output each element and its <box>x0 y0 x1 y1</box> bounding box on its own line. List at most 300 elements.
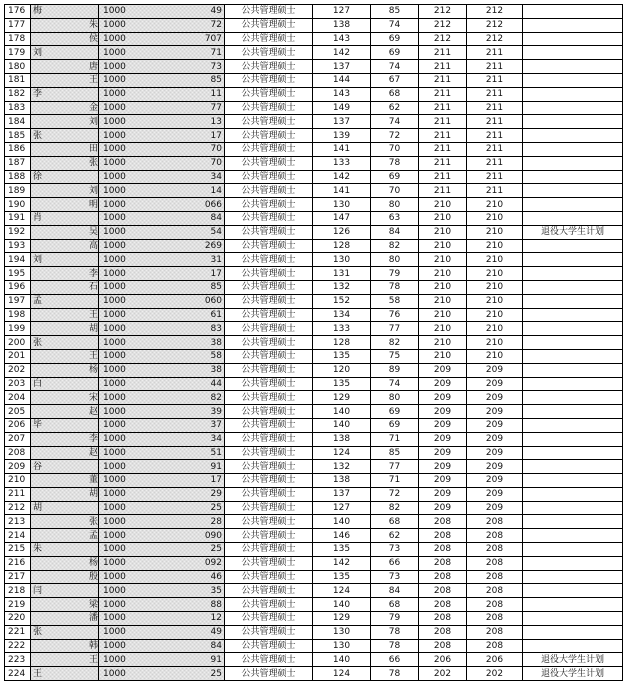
score-2: 80 <box>388 392 401 403</box>
table-row <box>5 73 623 87</box>
total-cell <box>419 653 467 667</box>
table-row <box>5 184 623 198</box>
major: 公共管理硕士 <box>241 144 296 155</box>
major: 公共管理硕士 <box>241 199 296 210</box>
candidate-name: 胡 <box>88 323 98 334</box>
total-cell <box>419 556 467 570</box>
score2-cell <box>371 267 419 281</box>
exam-id-cell <box>99 391 225 405</box>
final-score: 208 <box>485 530 504 541</box>
major: 公共管理硕士 <box>241 434 296 445</box>
score-1: 139 <box>332 130 351 141</box>
exam-id-suffix: 70 <box>210 158 222 169</box>
row-index: 179 <box>8 47 26 58</box>
total-cell <box>419 598 467 612</box>
score2-cell <box>371 625 419 639</box>
row-index-cell <box>5 280 31 294</box>
score-1: 138 <box>332 20 351 31</box>
row-index-cell <box>5 101 31 115</box>
exam-id-suffix: 44 <box>210 378 222 389</box>
name-cell <box>31 446 99 460</box>
final-score: 208 <box>485 544 504 555</box>
note-cell <box>523 60 623 74</box>
row-index: 204 <box>8 392 26 403</box>
total-score: 211 <box>433 144 452 155</box>
total-cell <box>419 460 467 474</box>
total-score: 209 <box>433 434 452 445</box>
total-cell <box>419 198 467 212</box>
exam-id-cell <box>99 405 225 419</box>
exam-id-cell <box>99 129 225 143</box>
total-cell <box>419 322 467 336</box>
score-1: 137 <box>332 61 351 72</box>
score-2: 77 <box>388 323 401 334</box>
score1-cell <box>313 156 371 170</box>
note-cell <box>523 225 623 239</box>
total-score: 208 <box>433 544 452 555</box>
major: 公共管理硕士 <box>241 558 296 569</box>
row-index-cell <box>5 349 31 363</box>
final-cell <box>467 198 523 212</box>
total-score: 211 <box>433 75 452 86</box>
final-cell <box>467 46 523 60</box>
exam-id-suffix: 092 <box>204 558 222 569</box>
final-score: 209 <box>485 461 504 472</box>
score2-cell <box>371 487 419 501</box>
total-score: 209 <box>433 365 452 376</box>
score1-cell <box>313 418 371 432</box>
score-2: 77 <box>388 461 401 472</box>
major-cell <box>225 129 313 143</box>
major: 公共管理硕士 <box>241 89 296 100</box>
score1-cell <box>313 487 371 501</box>
exam-id-suffix: 84 <box>210 213 222 224</box>
score2-cell <box>371 446 419 460</box>
row-index: 207 <box>8 434 26 445</box>
score1-cell <box>313 18 371 32</box>
note-cell <box>523 184 623 198</box>
candidate-name: 王 <box>88 309 98 320</box>
final-score: 211 <box>485 158 504 169</box>
total-score: 211 <box>433 61 452 72</box>
score-2: 85 <box>388 447 401 458</box>
row-index: 211 <box>8 489 26 500</box>
score1-cell <box>313 73 371 87</box>
final-score: 211 <box>485 89 504 100</box>
total-cell <box>419 211 467 225</box>
exam-id-cell <box>99 142 225 156</box>
major-cell <box>225 225 313 239</box>
score1-cell <box>313 211 371 225</box>
score-1: 131 <box>332 268 351 279</box>
major: 公共管理硕士 <box>241 585 296 596</box>
row-index: 184 <box>8 116 26 127</box>
score-2: 84 <box>388 585 401 596</box>
exam-id-prefix: 1000 <box>103 61 126 72</box>
note-cell <box>523 280 623 294</box>
total-score: 209 <box>433 503 452 514</box>
note-cell <box>523 294 623 308</box>
major: 公共管理硕士 <box>241 544 296 555</box>
name-cell <box>31 129 99 143</box>
exam-id-suffix: 72 <box>210 20 222 31</box>
row-index: 220 <box>8 613 26 624</box>
score-2: 69 <box>388 406 401 417</box>
score-1: 142 <box>332 47 351 58</box>
name-cell <box>31 391 99 405</box>
major: 公共管理硕士 <box>241 240 296 251</box>
candidate-name: 孟 <box>33 296 43 307</box>
score1-cell <box>313 377 371 391</box>
exam-id-suffix: 49 <box>210 627 222 638</box>
major: 公共管理硕士 <box>241 227 296 238</box>
candidate-name: 高 <box>88 240 98 251</box>
name-cell <box>31 253 99 267</box>
table-row <box>5 308 623 322</box>
row-index: 222 <box>8 641 26 652</box>
major: 公共管理硕士 <box>241 475 296 486</box>
name-cell <box>31 32 99 46</box>
row-index-cell <box>5 129 31 143</box>
score-1: 141 <box>332 185 351 196</box>
final-cell <box>467 363 523 377</box>
score2-cell <box>371 87 419 101</box>
score2-cell <box>371 5 419 19</box>
score-1: 132 <box>332 461 351 472</box>
exam-id-cell <box>99 418 225 432</box>
total-score: 210 <box>433 213 452 224</box>
candidate-name: 朱 <box>88 20 98 31</box>
score-1: 149 <box>332 102 351 113</box>
major-cell <box>225 101 313 115</box>
final-score: 211 <box>485 116 504 127</box>
name-cell <box>31 142 99 156</box>
exam-id-prefix: 1000 <box>103 365 126 376</box>
row-index-cell <box>5 405 31 419</box>
exam-id-suffix: 84 <box>210 641 222 652</box>
total-score: 211 <box>433 171 452 182</box>
row-index: 192 <box>8 227 26 238</box>
exam-id-cell <box>99 612 225 626</box>
total-score: 210 <box>433 296 452 307</box>
exam-id-cell <box>99 529 225 543</box>
final-score: 211 <box>485 185 504 196</box>
exam-id-suffix: 37 <box>210 420 222 431</box>
final-score: 211 <box>485 171 504 182</box>
major: 公共管理硕士 <box>241 406 296 417</box>
score-2: 70 <box>388 185 401 196</box>
major: 公共管理硕士 <box>241 627 296 638</box>
note-cell <box>523 101 623 115</box>
candidate-name: 金 <box>88 102 98 113</box>
name-cell <box>31 405 99 419</box>
table-row <box>5 418 623 432</box>
exam-id-suffix: 17 <box>210 130 222 141</box>
score1-cell <box>313 543 371 557</box>
table-row <box>5 515 623 529</box>
exam-id-suffix: 38 <box>210 337 222 348</box>
score-1: 130 <box>332 199 351 210</box>
total-score: 212 <box>433 6 452 17</box>
score-2: 73 <box>388 572 401 583</box>
table-row <box>5 391 623 405</box>
row-index: 203 <box>8 378 26 389</box>
exam-id-cell <box>99 211 225 225</box>
score1-cell <box>313 322 371 336</box>
table-row <box>5 653 623 667</box>
note-cell <box>523 322 623 336</box>
score-2: 85 <box>388 6 401 17</box>
candidate-name: 潘 <box>88 613 98 624</box>
final-score: 211 <box>485 75 504 86</box>
score-table <box>4 4 623 681</box>
total-score: 210 <box>433 282 452 293</box>
score2-cell <box>371 460 419 474</box>
major-cell <box>225 612 313 626</box>
final-score: 206 <box>485 654 504 665</box>
total-cell <box>419 18 467 32</box>
total-cell <box>419 60 467 74</box>
note-cell <box>523 391 623 405</box>
candidate-name: 吴 <box>88 227 98 238</box>
total-score: 212 <box>433 33 452 44</box>
major: 公共管理硕士 <box>241 613 296 624</box>
final-cell <box>467 543 523 557</box>
row-index-cell <box>5 363 31 377</box>
note-cell <box>523 170 623 184</box>
table-row <box>5 142 623 156</box>
total-cell <box>419 625 467 639</box>
candidate-name: 张 <box>33 337 43 348</box>
score-2: 78 <box>388 158 401 169</box>
row-index-cell <box>5 529 31 543</box>
major-cell <box>225 405 313 419</box>
score2-cell <box>371 653 419 667</box>
exam-id-prefix: 1000 <box>103 199 126 210</box>
score-2: 82 <box>388 337 401 348</box>
name-cell <box>31 184 99 198</box>
score1-cell <box>313 432 371 446</box>
total-cell <box>419 612 467 626</box>
exam-id-suffix: 11 <box>210 89 222 100</box>
final-cell <box>467 446 523 460</box>
score-2: 69 <box>388 420 401 431</box>
total-cell <box>419 239 467 253</box>
score2-cell <box>371 474 419 488</box>
row-index-cell <box>5 322 31 336</box>
score2-cell <box>371 115 419 129</box>
final-cell <box>467 5 523 19</box>
row-index-cell <box>5 5 31 19</box>
score2-cell <box>371 211 419 225</box>
exam-id-cell <box>99 336 225 350</box>
name-cell <box>31 474 99 488</box>
score-2: 78 <box>388 627 401 638</box>
score1-cell <box>313 239 371 253</box>
row-index-cell <box>5 391 31 405</box>
major-cell <box>225 432 313 446</box>
exam-id-cell <box>99 115 225 129</box>
major-cell <box>225 584 313 598</box>
exam-id-suffix: 707 <box>204 33 222 44</box>
final-cell <box>467 60 523 74</box>
score2-cell <box>371 170 419 184</box>
row-index-cell <box>5 418 31 432</box>
final-cell <box>467 391 523 405</box>
candidate-name: 王 <box>33 668 43 679</box>
score2-cell <box>371 184 419 198</box>
score2-cell <box>371 612 419 626</box>
exam-id-prefix: 1000 <box>103 20 126 31</box>
final-score: 208 <box>485 641 504 652</box>
note-cell <box>523 349 623 363</box>
candidate-name: 刘 <box>88 185 98 196</box>
major: 公共管理硕士 <box>241 668 296 679</box>
score-2: 69 <box>388 33 401 44</box>
exam-id-cell <box>99 5 225 19</box>
row-index: 202 <box>8 365 26 376</box>
row-index-cell <box>5 211 31 225</box>
exam-id-prefix: 1000 <box>103 406 126 417</box>
score-2: 79 <box>388 613 401 624</box>
score1-cell <box>313 87 371 101</box>
total-score: 209 <box>433 392 452 403</box>
final-score: 209 <box>485 489 504 500</box>
final-cell <box>467 87 523 101</box>
major: 公共管理硕士 <box>241 641 296 652</box>
major: 公共管理硕士 <box>241 20 296 31</box>
score1-cell <box>313 598 371 612</box>
major-cell <box>225 239 313 253</box>
name-cell <box>31 625 99 639</box>
score-1: 120 <box>332 365 351 376</box>
row-index: 200 <box>8 337 26 348</box>
score1-cell <box>313 267 371 281</box>
score2-cell <box>371 515 419 529</box>
score-2: 79 <box>388 268 401 279</box>
score-2: 67 <box>388 75 401 86</box>
major: 公共管理硕士 <box>241 447 296 458</box>
row-index: 194 <box>8 254 26 265</box>
final-score: 210 <box>485 323 504 334</box>
exam-id-prefix: 1000 <box>103 282 126 293</box>
major-cell <box>225 142 313 156</box>
name-cell <box>31 584 99 598</box>
exam-id-cell <box>99 198 225 212</box>
major: 公共管理硕士 <box>241 572 296 583</box>
table-row <box>5 446 623 460</box>
row-index-cell <box>5 18 31 32</box>
total-cell <box>419 363 467 377</box>
major-cell <box>225 322 313 336</box>
score-1: 134 <box>332 309 351 320</box>
final-cell <box>467 239 523 253</box>
score1-cell <box>313 556 371 570</box>
score1-cell <box>313 474 371 488</box>
score-2: 69 <box>388 47 401 58</box>
final-score: 210 <box>485 199 504 210</box>
final-cell <box>467 377 523 391</box>
candidate-name: 王 <box>88 75 98 86</box>
exam-id-prefix: 1000 <box>103 392 126 403</box>
row-index: 208 <box>8 447 26 458</box>
total-score: 211 <box>433 102 452 113</box>
final-score: 210 <box>485 351 504 362</box>
major-cell <box>225 5 313 19</box>
score-1: 130 <box>332 254 351 265</box>
candidate-name: 韩 <box>88 641 98 652</box>
candidate-name: 谷 <box>33 461 43 472</box>
exam-id-suffix: 39 <box>210 406 222 417</box>
total-cell <box>419 349 467 363</box>
exam-id-suffix: 29 <box>210 489 222 500</box>
exam-id-suffix: 34 <box>210 434 222 445</box>
major-cell <box>225 515 313 529</box>
score-1: 137 <box>332 116 351 127</box>
row-index: 188 <box>8 171 26 182</box>
name-cell <box>31 60 99 74</box>
table-row <box>5 18 623 32</box>
row-index: 178 <box>8 33 26 44</box>
final-cell <box>467 225 523 239</box>
exam-id-cell <box>99 156 225 170</box>
exam-id-cell <box>99 556 225 570</box>
major-cell <box>225 198 313 212</box>
major: 公共管理硕士 <box>241 185 296 196</box>
major-cell <box>225 60 313 74</box>
major-cell <box>225 487 313 501</box>
row-index-cell <box>5 515 31 529</box>
candidate-name: 张 <box>33 130 43 141</box>
final-score: 208 <box>485 627 504 638</box>
candidate-name: 胡 <box>88 489 98 500</box>
table-row <box>5 336 623 350</box>
score-1: 140 <box>332 516 351 527</box>
major: 公共管理硕士 <box>241 213 296 224</box>
exam-id-suffix: 70 <box>210 144 222 155</box>
note-cell <box>523 612 623 626</box>
major-cell <box>225 639 313 653</box>
final-cell <box>467 280 523 294</box>
major: 公共管理硕士 <box>241 309 296 320</box>
table-row <box>5 198 623 212</box>
name-cell <box>31 5 99 19</box>
total-score: 208 <box>433 558 452 569</box>
final-score: 209 <box>485 420 504 431</box>
score2-cell <box>371 377 419 391</box>
note-cell <box>523 598 623 612</box>
score2-cell <box>371 363 419 377</box>
table-row <box>5 115 623 129</box>
major: 公共管理硕士 <box>241 461 296 472</box>
exam-id-prefix: 1000 <box>103 613 126 624</box>
exam-id-prefix: 1000 <box>103 378 126 389</box>
name-cell <box>31 294 99 308</box>
candidate-name: 董 <box>88 475 98 486</box>
score2-cell <box>371 32 419 46</box>
exam-id-cell <box>99 487 225 501</box>
score2-cell <box>371 391 419 405</box>
score-1: 147 <box>332 213 351 224</box>
total-cell <box>419 543 467 557</box>
total-score: 211 <box>433 47 452 58</box>
total-cell <box>419 267 467 281</box>
exam-id-suffix: 35 <box>210 585 222 596</box>
note-cell <box>523 239 623 253</box>
row-index-cell <box>5 267 31 281</box>
total-score: 211 <box>433 158 452 169</box>
table-row <box>5 584 623 598</box>
